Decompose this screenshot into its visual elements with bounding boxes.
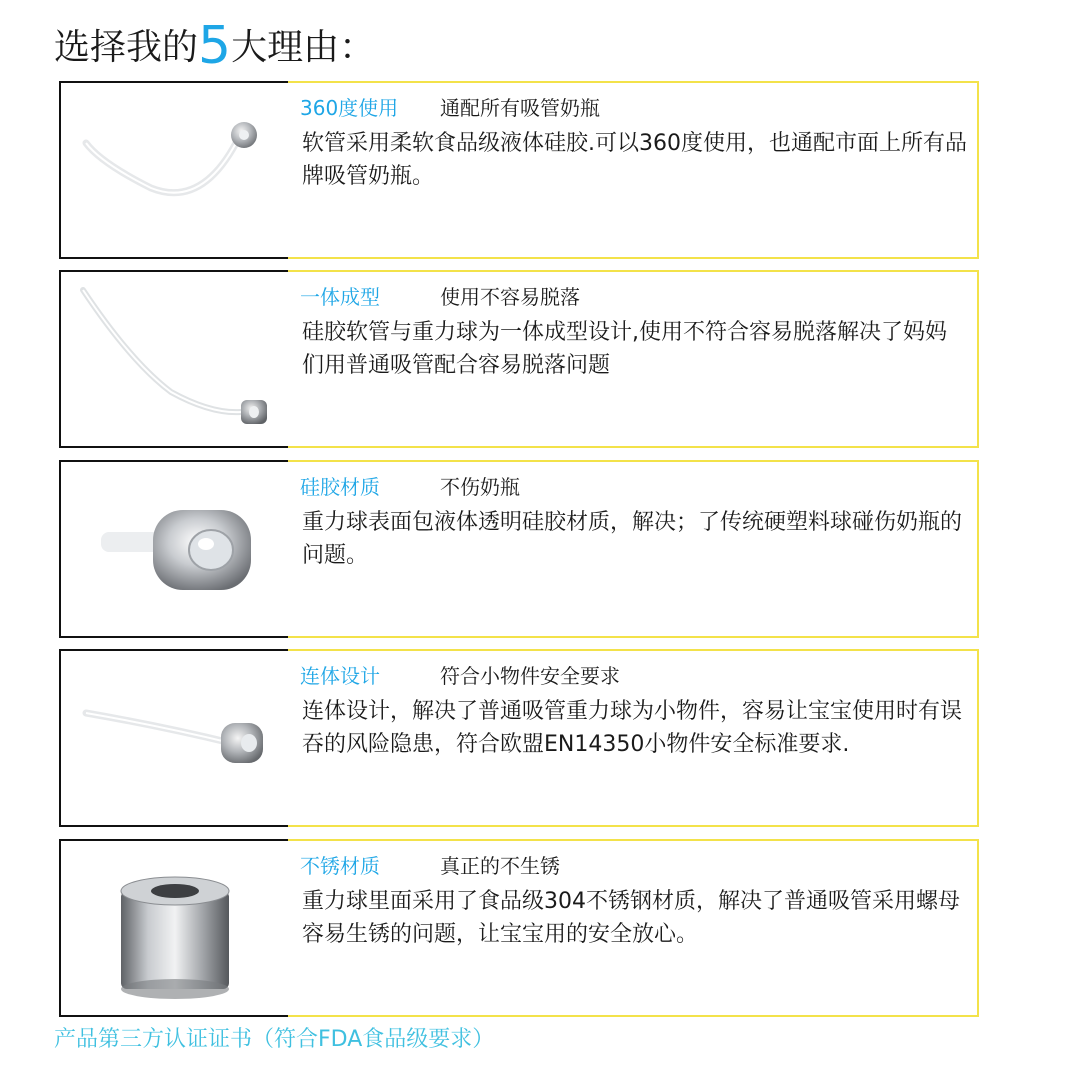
product-image-tube-side [59,649,290,827]
reason-body: 连体设计，解决了普通吸管重力球为小物件，容易让宝宝使用时有误吞的风险隐患，符合欧盟EN14350小物件安全标准要求. [302,699,963,757]
reason-body: 软管采用柔软食品级液体硅胶.可以360度使用，也通配市面上所有品牌吸管奶瓶。 [302,131,967,189]
reason-body: 硅胶软管与重力球为一体成型设计,使用不符合容易脱落解决了妈妈们用普通吸管配合容易脱落问题 [302,320,947,378]
reason-body: 重力球里面采用了食品级304不锈钢材质，解决了普通吸管采用螺母容易生锈的问题，让宝宝用的安全放心。 [302,889,960,947]
reason-card-stainless [59,839,981,1015]
reason-body: 重力球表面包液体透明硅胶材质，解决；了传统硬塑料球碰伤奶瓶的问题。 [302,510,963,568]
product-image-tube-ball [59,81,290,259]
reason-card-silicone [59,460,981,636]
reason-tag: 360度使用 [300,96,399,120]
reason-card-connected [59,649,981,825]
reason-subtitle: 符合小物件安全要求 [440,664,620,688]
certificate-caption: 产品第三方认证证书（符合FDA食品级要求） [54,1027,495,1052]
stainless-steel-cylinder-icon [61,841,288,1015]
reason-tag: 一体成型 [300,285,380,309]
product-image-ball-closeup [59,460,290,638]
reason-subtitle: 真正的不生锈 [440,854,560,878]
product-image-steel-ring [59,839,290,1017]
reason-text-box [288,460,979,638]
gravity-ball-closeup-icon [61,462,288,636]
reason-tag: 不锈材质 [300,854,380,878]
reason-text-box [288,649,979,827]
reason-card-360 [59,81,981,257]
tube-with-ball-side-icon [61,651,288,825]
title-prefix: 选择我的 [54,27,199,68]
reason-subtitle: 不伤奶瓶 [440,475,520,499]
reason-text-box [288,81,979,259]
reason-card-one-piece [59,270,981,446]
silicone-tube-ball-icon [61,83,288,257]
product-image-tube-curve [59,270,290,448]
page-title [54,14,375,78]
reason-text-box [288,839,979,1017]
title-number: 5 [198,16,232,76]
reason-text-box [288,270,979,448]
title-suffix: 大理由： [231,27,376,68]
reason-subtitle: 使用不容易脱落 [440,285,580,309]
curved-tube-ball-icon [61,272,288,446]
reason-subtitle: 通配所有吸管奶瓶 [440,96,600,120]
reason-tag: 硅胶材质 [300,475,380,499]
reason-tag: 连体设计 [300,664,380,688]
